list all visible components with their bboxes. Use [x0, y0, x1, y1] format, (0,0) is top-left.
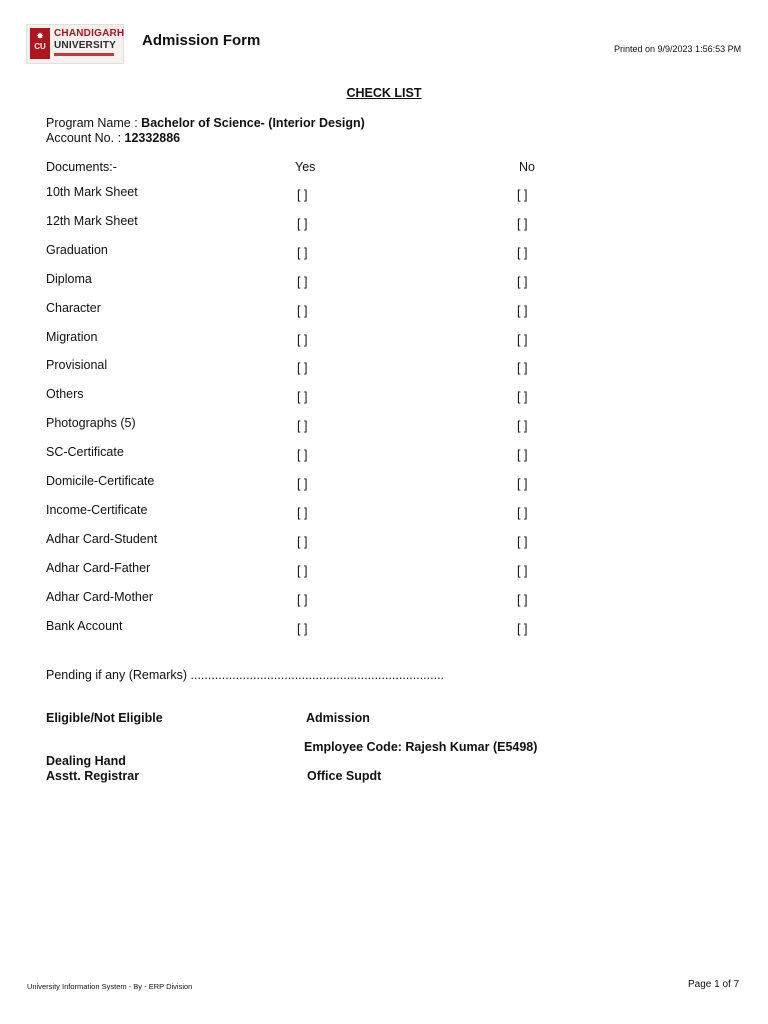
yes-checkbox[interactable]: [ ] [297, 477, 308, 491]
document-label: Bank Account [46, 618, 123, 633]
page-number: Page 1 of 7 [688, 979, 740, 990]
program-name-label: Program Name : [46, 116, 142, 130]
no-checkbox[interactable]: [ ] [517, 505, 528, 520]
yes-checkbox[interactable]: [ ] [297, 216, 308, 231]
document-label: Diploma [46, 271, 92, 286]
logo-name-line1: CHANDIGARH [54, 28, 125, 39]
document-label: Income-Certificate [46, 502, 148, 517]
no-checkbox[interactable]: [ ] [517, 448, 528, 463]
logo-star-icon: ✸ [36, 31, 44, 41]
logo-mark-text: CU [34, 42, 46, 51]
account-number-label: Account No. : [46, 131, 125, 145]
yes-checkbox[interactable]: [ ] [297, 303, 308, 318]
document-label: Adhar Card-Mother [46, 589, 153, 604]
document-label: Migration [46, 329, 98, 344]
no-checkbox[interactable]: [ ] [517, 534, 528, 549]
yes-checkbox[interactable]: [ ] [297, 188, 308, 202]
admission-label: Admission [306, 711, 370, 725]
no-checkbox[interactable]: [ ] [517, 332, 528, 347]
document-label: Adhar Card-Father [46, 560, 151, 575]
no-checkbox[interactable]: [ ] [517, 621, 528, 636]
logo-tagline-bar [54, 53, 114, 56]
no-checkbox[interactable]: [ ] [517, 188, 528, 202]
document-label: 10th Mark Sheet [46, 185, 138, 199]
yes-column-header: Yes [295, 160, 316, 174]
office-supdt-label: Office Supdt [307, 769, 382, 783]
yes-checkbox[interactable]: [ ] [297, 419, 308, 434]
document-label: Adhar Card-Student [46, 531, 158, 546]
yes-checkbox[interactable]: [ ] [297, 332, 308, 347]
document-label: Character [46, 300, 101, 315]
no-checkbox[interactable]: [ ] [517, 419, 528, 434]
yes-checkbox[interactable]: [ ] [297, 448, 308, 463]
no-column-header: No [519, 160, 535, 174]
account-number-line [46, 131, 180, 145]
no-checkbox[interactable]: [ ] [517, 477, 528, 491]
program-name-line [46, 116, 365, 130]
no-checkbox[interactable]: [ ] [517, 563, 528, 578]
no-checkbox[interactable]: [ ] [517, 303, 528, 318]
employee-code: Employee Code: Rajesh Kumar (E5498) [304, 740, 538, 754]
yes-checkbox[interactable]: [ ] [297, 592, 308, 607]
dealing-hand-label: Dealing Hand [46, 754, 126, 768]
footer-system-text: University Information System - By - ERP Division [27, 982, 193, 991]
document-label: Others [46, 387, 84, 402]
yes-checkbox[interactable]: [ ] [297, 245, 308, 260]
document-label: Photographs (5) [46, 416, 136, 431]
document-label: SC-Certificate [46, 445, 124, 460]
asstt-registrar-label: Asstt. Registrar [46, 769, 140, 783]
account-number-value: 12332886 [124, 131, 181, 145]
yes-checkbox[interactable]: [ ] [297, 361, 308, 376]
document-label: Domicile-Certificate [46, 474, 155, 488]
document-label: Graduation [46, 242, 108, 257]
university-logo [26, 24, 124, 64]
printed-timestamp: Printed on 9/9/2023 1:56:53 PM [614, 44, 742, 54]
no-checkbox[interactable]: [ ] [517, 245, 528, 260]
program-name-value: Bachelor of Science- (Interior Design) [141, 116, 365, 130]
checklist-title: CHECK LIST [346, 86, 422, 100]
no-checkbox[interactable]: [ ] [517, 592, 528, 607]
form-title: Admission Form [142, 32, 261, 49]
yes-checkbox[interactable]: [ ] [297, 534, 308, 549]
no-checkbox[interactable]: [ ] [517, 216, 528, 231]
yes-checkbox[interactable]: [ ] [297, 274, 308, 289]
eligible-not-eligible-label: Eligible/Not Eligible [46, 711, 163, 725]
logo-emblem [30, 28, 50, 59]
documents-header: Documents:- [46, 160, 117, 174]
yes-checkbox[interactable]: [ ] [297, 621, 308, 636]
no-checkbox[interactable]: [ ] [517, 274, 528, 289]
pending-remarks-line: Pending if any (Remarks) ......................................................................... [46, 668, 445, 682]
document-label: 12th Mark Sheet [46, 213, 138, 228]
logo-name-line2: UNIVERSITY [54, 40, 117, 51]
yes-checkbox[interactable]: [ ] [297, 390, 308, 405]
document-label: Provisional [46, 358, 108, 373]
no-checkbox[interactable]: [ ] [517, 361, 528, 376]
no-checkbox[interactable]: [ ] [517, 390, 528, 405]
yes-checkbox[interactable]: [ ] [297, 505, 308, 520]
yes-checkbox[interactable]: [ ] [297, 563, 308, 578]
